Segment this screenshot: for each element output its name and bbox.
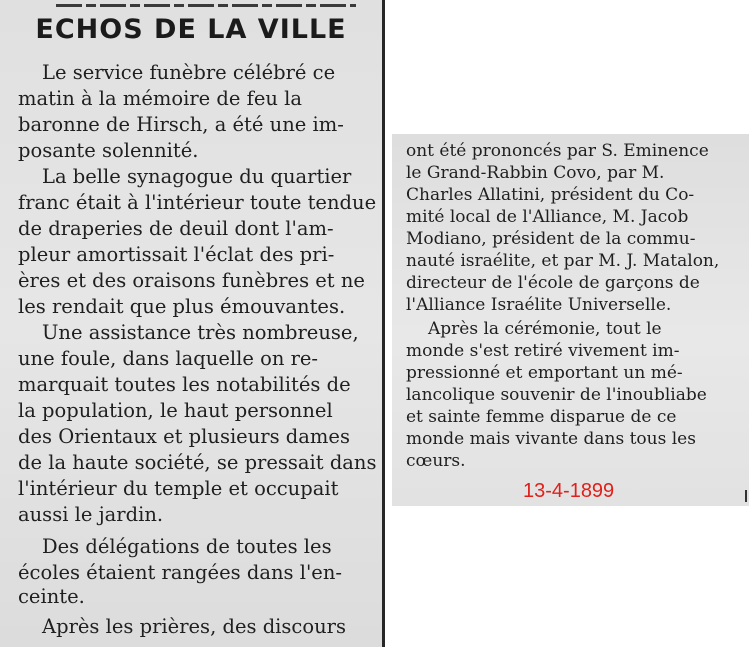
text-line: cœurs. <box>406 451 466 471</box>
text-line: franc était à l'intérieur toute tendue <box>18 191 377 214</box>
top-rule-divider <box>56 4 356 7</box>
text-line: de draperies de deuil dont l'am- <box>18 217 334 240</box>
text-line: les rendait que plus émouvantes. <box>18 295 346 318</box>
text-line: Après la cérémonie, tout le <box>428 319 662 339</box>
text-line: l'intérieur du temple et occupait <box>18 477 339 500</box>
text-line: aussi le jardin. <box>18 503 164 526</box>
text-line: lancolique souvenir de l'inoubliabe <box>406 385 707 405</box>
text-line: Modiano, président de la commu- <box>406 229 696 249</box>
text-line: ceinte. <box>18 585 85 608</box>
text-line: et sainte femme disparue de ce <box>406 407 677 427</box>
text-line: matin à la mémoire de feu la <box>18 87 302 110</box>
text-line: monde mais vivante dans tous les <box>406 429 696 449</box>
text-line: marquait toutes les notabilités de <box>18 373 351 396</box>
column-border <box>382 0 385 647</box>
text-line: Le service funèbre célébré ce <box>42 61 336 84</box>
text-line: pressionné et emportant un mé- <box>406 363 683 383</box>
text-line: directeur de l'école de garçons de <box>406 273 700 293</box>
text-line: des Orientaux et plusieurs dames <box>18 425 350 448</box>
column-edge-mark <box>745 490 747 502</box>
text-line: Charles Allatini, président du Co- <box>406 185 695 205</box>
newspaper-clipping-right <box>392 134 749 506</box>
text-line: mité local de l'Alliance, M. Jacob <box>406 207 689 227</box>
text-line: monde s'est retiré vivement im- <box>406 341 680 361</box>
text-line: La belle synagogue du quartier <box>42 165 352 188</box>
text-line: baronne de Hirsch, a été une im- <box>18 113 344 136</box>
text-line: ont été prononcés par S. Eminence <box>406 141 709 161</box>
text-line: la population, le haut personnel <box>18 399 333 422</box>
text-line: pleur amortissait l'éclat des pri- <box>18 243 335 266</box>
text-line: Après les prières, des discours <box>42 615 346 638</box>
text-line: Une assistance très nombreuse, <box>42 321 359 344</box>
text-line: de la haute société, se pressait dans <box>18 451 377 474</box>
text-line: nauté israélite, et par M. J. Matalon, <box>406 251 720 271</box>
text-line: ères et des oraisons funèbres et ne <box>18 269 365 292</box>
article-heading: ECHOS DE LA VILLE <box>35 14 347 45</box>
text-line: une foule, dans laquelle on re- <box>18 347 319 370</box>
text-line: l'Alliance Israélite Universelle. <box>406 295 672 315</box>
text-line: écoles étaient rangées dans l'en- <box>18 561 342 584</box>
handwritten-date-annotation: 13-4-1899 <box>523 480 615 502</box>
text-line: posante solennité. <box>18 139 199 162</box>
text-line: le Grand-Rabbin Covo, par M. <box>406 163 665 183</box>
text-line: Des délégations de toutes les <box>42 535 332 558</box>
